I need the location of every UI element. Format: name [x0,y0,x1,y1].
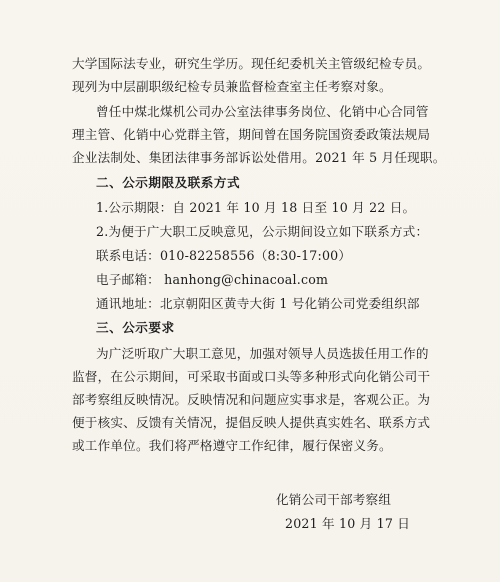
section-3-line-5: 或工作单位。我们将严格遵守工作纪律，履行保密义务。 [72,438,392,453]
contact-address: 通讯地址：北京朝阳区黄寺大街 1 号化销公司党委组织部 [96,296,420,311]
section-2-heading: 二、公示期限及联系方式 [96,175,241,190]
section-2-item-2: 2.为便于广大职工反映意见，公示期间设立如下联系方式： [96,224,429,239]
section-3-line-3: 部考察组反映情况。反映情况和问题应实事求是，客观公正。为 [72,392,431,407]
paragraph-1-line-2: 现列为中层副职级纪检专员兼监督检查室主任考察对象。 [72,79,392,94]
section-2-item-1: 1.公示期限：自 2021 年 10 月 18 日至 10 月 22 日。 [96,200,416,215]
signature-date: 2021 年 10 月 17 日 [285,516,411,531]
section-3-line-1: 为广泛听取广大职工意见，加强对领导人员选拔任用工作的 [96,346,429,361]
paragraph-2-line-1: 曾任中煤北煤机公司办公室法律事务岗位、化销中心合同管 [96,104,429,119]
signature-organization: 化销公司干部考察组 [276,492,392,507]
paragraph-1-line-1: 大学国际法专业，研究生学历。现任纪委机关主管级纪检专员。 [72,56,431,71]
paragraph-2-line-3: 企业法制处、集团法律事务部诉讼处借用。2021 年 5 月任现职。 [72,150,446,165]
section-3-line-2: 监督，在公示期间，可采取书面或口头等多种形式向化销公司干 [72,369,431,384]
section-3-line-4: 便于核实、反馈有关情况，提倡反映人提供真实姓名、联系方式 [72,415,431,430]
contact-phone: 联系电话：010-82258556（8:30-17:00） [96,248,352,263]
contact-email: 电子邮箱： hanhong@chinacoal.com [96,272,329,287]
section-3-heading: 三、公示要求 [96,320,175,335]
paragraph-2-line-2: 理主管、化销中心党群主管，期间曾在国务院国资委政策法规局 [72,127,431,142]
